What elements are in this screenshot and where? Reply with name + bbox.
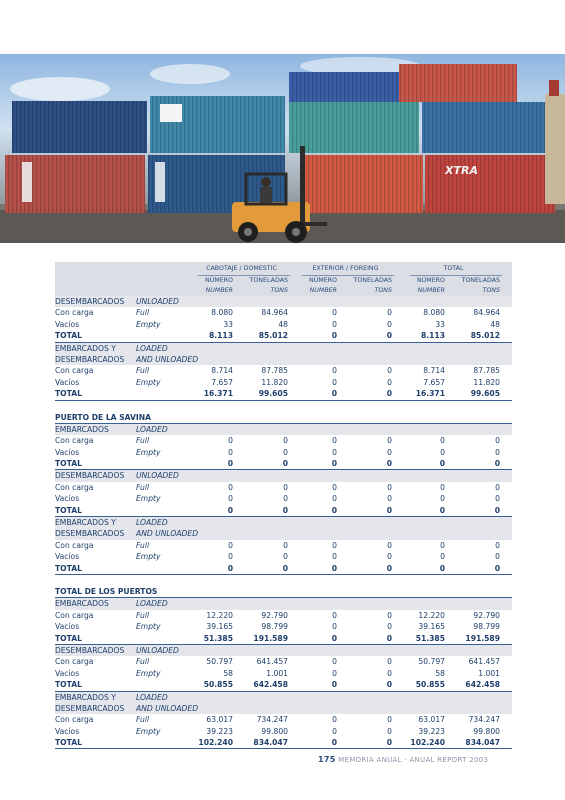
- cell-value: 0: [494, 505, 500, 515]
- category-row: [55, 517, 512, 528]
- cell-value: 0: [440, 482, 445, 492]
- cell-value: 0: [439, 505, 445, 515]
- cell-value: 1.001: [266, 668, 288, 678]
- cell-value: 0: [331, 738, 337, 748]
- cell-value: 33: [223, 319, 233, 329]
- cell-value: 8.714: [211, 366, 233, 376]
- row-label: TOTAL: [55, 389, 82, 399]
- total-row: [55, 737, 512, 749]
- cell-value: 0: [387, 377, 392, 387]
- row-label-english: Empty: [136, 494, 161, 504]
- row-label: Vacíos: [55, 552, 80, 562]
- cell-value: 16.371: [203, 389, 233, 399]
- cell-value: 12.220: [206, 610, 233, 620]
- cell-value: 0: [387, 552, 392, 562]
- row-label-english: UNLOADED: [136, 297, 179, 306]
- cell-value: 0: [387, 308, 392, 318]
- cell-value: 0: [440, 552, 445, 562]
- cell-value: 85.012: [258, 331, 288, 341]
- row-label: Con carga: [55, 715, 94, 725]
- cell-value: 0: [331, 505, 337, 515]
- cell-value: 51.385: [203, 633, 233, 643]
- row-label-english: Full: [136, 308, 150, 318]
- row-label-english: Full: [136, 540, 150, 550]
- cell-value: 641.457: [256, 657, 288, 667]
- row-label: DESEMBARCADOS: [55, 354, 125, 364]
- cell-value: 0: [495, 447, 500, 457]
- row-label-english: Full: [136, 482, 150, 492]
- cell-value: 0: [386, 459, 392, 469]
- cell-value: 0: [386, 738, 392, 748]
- row-label: TOTAL: [55, 505, 82, 515]
- port-container-traffic-table: [55, 262, 512, 749]
- row-label-english: Full: [136, 657, 150, 667]
- cell-value: 0: [332, 366, 337, 376]
- row-label: Con carga: [55, 482, 94, 492]
- row-label-english: Empty: [136, 377, 161, 387]
- cell-value: 0: [283, 552, 288, 562]
- row-label-english: AND UNLOADED: [136, 703, 199, 713]
- cell-value: 99.605: [258, 389, 288, 399]
- cell-value: 0: [386, 563, 392, 573]
- cell-value: 51.385: [415, 633, 445, 643]
- cell-value: 0: [332, 715, 337, 725]
- header-group-total: TOTAL: [443, 265, 464, 272]
- column-header: NÚMERO: [204, 277, 233, 284]
- cell-value: 0: [439, 563, 445, 573]
- cell-value: 0: [332, 436, 337, 446]
- cell-value: 0: [440, 540, 445, 550]
- cell-value: 0: [387, 668, 392, 678]
- cell-value: 0: [283, 482, 288, 492]
- cell-value: 1.001: [478, 668, 500, 678]
- table-header-groups: [55, 262, 512, 276]
- cell-value: 0: [387, 366, 392, 376]
- category-row: [55, 470, 512, 481]
- cell-value: 87.785: [261, 366, 288, 376]
- row-label-english: Full: [136, 610, 150, 620]
- cell-value: 0: [387, 447, 392, 457]
- cell-value: 0: [282, 505, 288, 515]
- row-label: EMBARCADOS Y: [55, 343, 116, 353]
- row-label: Con carga: [55, 436, 94, 446]
- row-label: Vacíos: [55, 726, 80, 736]
- column-header: TONS: [374, 287, 392, 294]
- cell-value: 0: [494, 563, 500, 573]
- cell-value: 0: [283, 447, 288, 457]
- section-title: TOTAL DE LOS PUERTOS: [55, 586, 512, 598]
- cell-value: 48: [278, 319, 288, 329]
- row-label-english: LOADED: [136, 599, 168, 609]
- cell-value: 0: [332, 726, 337, 736]
- cell-value: 98.799: [261, 622, 288, 632]
- row-label: TOTAL: [55, 680, 82, 690]
- table-row: [55, 377, 512, 388]
- cell-value: 0: [228, 552, 233, 562]
- table-header-spanish: [55, 276, 512, 286]
- column-header: NÚMERO: [308, 277, 337, 284]
- cell-value: 85.012: [470, 331, 500, 341]
- header-group-domestic: CABOTAJE / DOMESTIC: [206, 265, 277, 272]
- row-label: Vacíos: [55, 447, 80, 457]
- cell-value: 84.964: [473, 308, 500, 318]
- cell-value: 0: [386, 633, 392, 643]
- row-label: TOTAL: [55, 459, 82, 469]
- cell-value: 191.589: [465, 633, 500, 643]
- cell-value: 0: [228, 436, 233, 446]
- row-label: Vacíos: [55, 494, 80, 504]
- total-row: [55, 679, 512, 691]
- row-label: DESEMBARCADOS: [55, 703, 125, 713]
- total-row: [55, 330, 512, 342]
- column-header: TONELADAS: [249, 277, 288, 284]
- table-row: [55, 726, 512, 737]
- total-row: [55, 388, 512, 400]
- cell-value: 8.113: [208, 331, 233, 341]
- cell-value: 50.855: [203, 680, 233, 690]
- cell-value: 0: [332, 319, 337, 329]
- table-row: [55, 540, 512, 551]
- category-row: [55, 528, 512, 539]
- table-row: [55, 668, 512, 679]
- cell-value: 641.457: [468, 657, 500, 667]
- cell-value: 0: [387, 494, 392, 504]
- cell-value: 0: [228, 482, 233, 492]
- row-label-english: AND UNLOADED: [136, 529, 199, 539]
- cell-value: 0: [387, 482, 392, 492]
- table-row: [55, 610, 512, 621]
- table-row: [55, 482, 512, 493]
- cell-value: 0: [495, 436, 500, 446]
- cell-value: 0: [228, 447, 233, 457]
- row-label-english: LOADED: [136, 518, 168, 528]
- cell-value: 0: [387, 622, 392, 632]
- cell-value: 99.605: [470, 389, 500, 399]
- cell-value: 0: [332, 552, 337, 562]
- row-label: EMBARCADOS: [55, 424, 109, 434]
- cell-value: 92.790: [473, 610, 500, 620]
- cell-value: 0: [331, 633, 337, 643]
- row-label: Vacíos: [55, 622, 80, 632]
- column-header: TONS: [270, 287, 288, 294]
- cell-value: 0: [227, 459, 233, 469]
- row-label-english: Empty: [136, 552, 161, 562]
- row-label-english: Empty: [136, 447, 161, 457]
- page-footer: [318, 755, 488, 764]
- cell-value: 0: [282, 459, 288, 469]
- row-label: DESEMBARCADOS: [55, 471, 125, 481]
- row-label: Con carga: [55, 657, 94, 667]
- row-label-english: Empty: [136, 622, 161, 632]
- row-label-english: LOADED: [136, 692, 168, 702]
- table-row: [55, 447, 512, 458]
- column-header: NUMBER: [309, 287, 337, 294]
- cell-value: 33: [435, 319, 445, 329]
- table-row: [55, 307, 512, 318]
- cell-value: 58: [223, 668, 233, 678]
- row-label: DESEMBARCADOS: [55, 297, 125, 306]
- cell-value: 8.113: [420, 331, 445, 341]
- cell-value: 0: [283, 494, 288, 504]
- cell-value: 98.799: [473, 622, 500, 632]
- row-label-english: Full: [136, 436, 150, 446]
- cell-value: 50.855: [415, 680, 445, 690]
- cell-value: 0: [282, 563, 288, 573]
- cell-value: 0: [387, 657, 392, 667]
- footer-title: MEMORIA ANUAL · ANUAL REPORT 2003: [338, 756, 489, 764]
- cell-value: 191.589: [253, 633, 288, 643]
- row-label-english: LOADED: [136, 424, 168, 434]
- category-row: [55, 354, 512, 365]
- cell-value: 0: [495, 552, 500, 562]
- column-header: TONELADAS: [353, 277, 392, 284]
- cell-value: 48: [490, 319, 500, 329]
- cell-value: 0: [283, 436, 288, 446]
- cell-value: 0: [387, 540, 392, 550]
- cell-value: 734.247: [256, 715, 288, 725]
- cell-value: 734.247: [468, 715, 500, 725]
- cell-value: 0: [332, 447, 337, 457]
- cell-value: 834.047: [253, 738, 288, 748]
- cell-value: 0: [332, 622, 337, 632]
- container-yard-photo: [0, 54, 565, 243]
- cell-value: 7.657: [423, 377, 445, 387]
- table-header-english: [55, 286, 512, 296]
- cell-value: 642.458: [253, 680, 288, 690]
- cell-value: 0: [386, 389, 392, 399]
- cell-value: 0: [387, 610, 392, 620]
- cell-value: 642.458: [465, 680, 500, 690]
- row-label: EMBARCADOS: [55, 599, 109, 609]
- cell-value: 0: [331, 680, 337, 690]
- cell-value: 0: [332, 610, 337, 620]
- cell-value: 102.240: [410, 738, 445, 748]
- row-label: Con carga: [55, 540, 94, 550]
- cell-value: 84.964: [261, 308, 288, 318]
- cell-value: 0: [387, 436, 392, 446]
- cell-value: 7.657: [211, 377, 233, 387]
- row-label-english: Full: [136, 366, 150, 376]
- cell-value: 11.820: [261, 377, 288, 387]
- cell-value: 0: [331, 459, 337, 469]
- cell-value: 8.080: [423, 308, 445, 318]
- row-label-english: Empty: [136, 319, 161, 329]
- total-row: [55, 505, 512, 517]
- row-label-english: Empty: [136, 726, 161, 736]
- table-row: [55, 621, 512, 632]
- total-row: [55, 458, 512, 470]
- column-header: NUMBER: [417, 287, 445, 294]
- cell-value: 0: [387, 319, 392, 329]
- page-number: 175: [318, 755, 336, 764]
- cell-value: 0: [495, 494, 500, 504]
- cell-value: 0: [439, 459, 445, 469]
- row-label-english: Empty: [136, 668, 161, 678]
- column-header: TONS: [482, 287, 500, 294]
- cell-value: 0: [332, 377, 337, 387]
- cell-value: 11.820: [473, 377, 500, 387]
- row-label: Vacíos: [55, 377, 80, 387]
- cell-value: 16.371: [415, 389, 445, 399]
- cell-value: 0: [331, 389, 337, 399]
- category-row: [55, 343, 512, 354]
- cell-value: 0: [332, 540, 337, 550]
- cell-value: 99.800: [261, 726, 288, 736]
- category-row: [55, 645, 512, 656]
- cell-value: 92.790: [261, 610, 288, 620]
- cell-value: 39.223: [418, 726, 445, 736]
- svg-text:XTRA: XTRA: [445, 164, 478, 177]
- cell-value: 0: [332, 494, 337, 504]
- cell-value: 0: [332, 668, 337, 678]
- table-row: [55, 714, 512, 725]
- cell-value: 99.800: [473, 726, 500, 736]
- cell-value: 0: [495, 482, 500, 492]
- cell-value: 12.220: [418, 610, 445, 620]
- cell-value: 0: [440, 436, 445, 446]
- row-label-english: UNLOADED: [136, 645, 179, 655]
- column-header: TONELADAS: [461, 277, 500, 284]
- cell-value: 0: [332, 657, 337, 667]
- table-row: [55, 656, 512, 667]
- row-label: EMBARCADOS Y: [55, 692, 116, 702]
- category-row: [55, 703, 512, 714]
- cell-value: 0: [387, 715, 392, 725]
- row-label: DESEMBARCADOS: [55, 529, 125, 539]
- cell-value: 0: [331, 563, 337, 573]
- section-title: PUERTO DE LA SAVINA: [55, 412, 512, 424]
- cell-value: 0: [495, 540, 500, 550]
- row-label: TOTAL: [55, 738, 82, 748]
- row-label-english: Full: [136, 715, 150, 725]
- cell-value: 0: [227, 505, 233, 515]
- row-label: Con carga: [55, 366, 94, 376]
- cell-value: 0: [332, 308, 337, 318]
- cell-value: 0: [227, 563, 233, 573]
- cell-value: 39.223: [206, 726, 233, 736]
- category-row: [55, 296, 512, 307]
- header-group-foreign: EXTERIOR / FOREING: [312, 265, 379, 272]
- category-row: [55, 598, 512, 609]
- cell-value: 0: [283, 540, 288, 550]
- cell-value: 0: [440, 494, 445, 504]
- row-label: Vacíos: [55, 668, 80, 678]
- table-body: [55, 296, 512, 749]
- row-label-english: UNLOADED: [136, 471, 179, 481]
- cell-value: 0: [228, 494, 233, 504]
- cell-value: 87.785: [473, 366, 500, 376]
- cell-value: 8.080: [211, 308, 233, 318]
- cell-value: 0: [386, 331, 392, 341]
- row-label-english: LOADED: [136, 343, 168, 353]
- cell-value: 0: [332, 482, 337, 492]
- cell-value: 8.714: [423, 366, 445, 376]
- cell-value: 58: [435, 668, 445, 678]
- cell-value: 0: [386, 505, 392, 515]
- table-row: [55, 435, 512, 446]
- row-label-english: AND UNLOADED: [136, 354, 199, 364]
- cell-value: 834.047: [465, 738, 500, 748]
- total-row: [55, 563, 512, 575]
- category-row: [55, 692, 512, 703]
- cell-value: 0: [386, 680, 392, 690]
- row-label: TOTAL: [55, 633, 82, 643]
- cell-value: 63.017: [206, 715, 233, 725]
- cell-value: 39.165: [206, 622, 233, 632]
- cell-value: 0: [387, 726, 392, 736]
- cell-value: 0: [440, 447, 445, 457]
- row-label: TOTAL: [55, 331, 82, 341]
- row-label: DESEMBARCADOS: [55, 645, 125, 655]
- cell-value: 39.165: [418, 622, 445, 632]
- column-header: NUMBER: [205, 287, 233, 294]
- table-row: [55, 493, 512, 504]
- table-row: [55, 319, 512, 330]
- row-label: TOTAL: [55, 563, 82, 573]
- row-label: EMBARCADOS Y: [55, 518, 116, 528]
- cell-value: 50.797: [206, 657, 233, 667]
- cell-value: 102.240: [198, 738, 233, 748]
- row-label: Con carga: [55, 610, 94, 620]
- cell-value: 50.797: [418, 657, 445, 667]
- table-row: [55, 365, 512, 376]
- cell-value: 0: [228, 540, 233, 550]
- cell-value: 0: [331, 331, 337, 341]
- row-label: Con carga: [55, 308, 94, 318]
- cell-value: 0: [494, 459, 500, 469]
- column-header: NÚMERO: [416, 277, 445, 284]
- total-row: [55, 633, 512, 645]
- category-row: [55, 424, 512, 435]
- cell-value: 63.017: [418, 715, 445, 725]
- table-row: [55, 551, 512, 562]
- row-label: Vacíos: [55, 319, 80, 329]
